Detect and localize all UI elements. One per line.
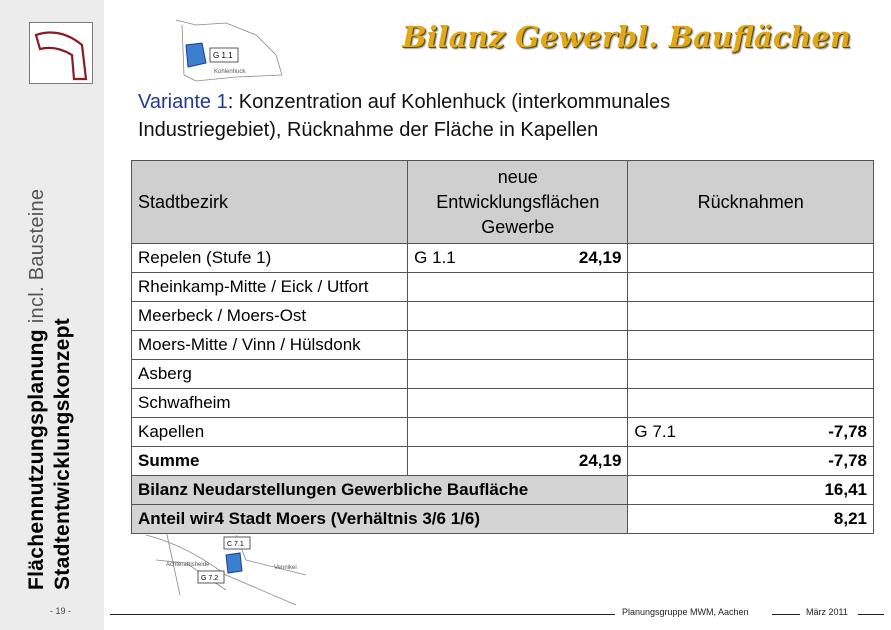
cell-neu (408, 389, 628, 418)
map-label-kohlenhuck: Kohlenhuck (214, 69, 246, 75)
summe-rueck-value: -7,78 (628, 447, 874, 476)
cell-neu (408, 244, 628, 273)
cell-neu-code: G 1.1 (414, 248, 456, 267)
table-row (132, 273, 874, 302)
cell-rueck (628, 331, 874, 360)
cell-rueck (628, 302, 874, 331)
cell-bezirk: Moers-Mitte / Vinn / Hülsdonk (132, 331, 408, 360)
header-neue-line2: Entwicklungsflächen (436, 191, 600, 212)
sidebar (0, 0, 104, 630)
cell-rueck-code: G 7.1 (634, 422, 677, 441)
cell-rueck (628, 360, 874, 389)
cell-neu (408, 302, 628, 331)
cell-neu (408, 331, 628, 360)
sidebar-title-suffix: incl. Bausteine (26, 188, 48, 330)
cell-bezirk: Meerbeck / Moers-Ost (132, 302, 408, 331)
header-neue-entwicklungsflaechen (408, 161, 628, 244)
cell-neu-value: 24,19 (578, 248, 622, 267)
summe-label: Summe (132, 447, 408, 476)
map-label-achterathsheide: Achterathsheide (166, 562, 210, 568)
map-label-g11: G 1.1 (213, 51, 233, 60)
bilanz-table (131, 160, 874, 534)
header-ruecknahmen: Rücknahmen (628, 161, 874, 244)
table-row (132, 360, 874, 389)
page-title: Bilanz Gewerbl. Bauflächen (402, 20, 851, 54)
map-label-g72: G 7.2 (201, 575, 219, 582)
sidebar-vertical-title (24, 90, 76, 590)
footer-company: Planungsgruppe MWM, Aachen (622, 607, 749, 617)
table-header-row (132, 161, 874, 244)
variant-label: Variante 1 (138, 91, 228, 113)
footer-date: März 2011 (806, 607, 848, 617)
cell-rueck (628, 273, 874, 302)
page-number: - 19 - (50, 606, 72, 616)
anteil-label: Anteil wir4 Stadt Moers (Verhältnis 3/6 1/6) (132, 505, 628, 534)
anteil-value: 8,21 (628, 505, 874, 534)
logo-icon (30, 23, 92, 83)
table-row (132, 244, 874, 273)
bilanz-row (132, 476, 874, 505)
footer-divider-right (858, 614, 884, 615)
footer-divider-left (110, 614, 615, 615)
cell-rueck (628, 418, 874, 447)
cell-neu (408, 273, 628, 302)
cell-bezirk: Asberg (132, 360, 408, 389)
header-neue-line1: neue (497, 166, 538, 187)
cell-neu (408, 360, 628, 389)
anteil-row (132, 505, 874, 534)
cell-bezirk: Schwafheim (132, 389, 408, 418)
header-stadtbezirk: Stadtbezirk (132, 161, 408, 244)
cell-neu (408, 418, 628, 447)
map-label-c71: C 7.1 (227, 541, 244, 548)
map-label-vennikel: Vennikel (274, 565, 297, 571)
sidebar-subtitle: Stadtentwicklungskonzept (51, 317, 74, 590)
table-row (132, 302, 874, 331)
table-row (132, 331, 874, 360)
cell-rueck (628, 244, 874, 273)
map-area-g11 (186, 43, 206, 67)
cell-bezirk: Repelen (Stufe 1) (132, 244, 408, 273)
table-row (132, 418, 874, 447)
variant-heading (138, 88, 858, 144)
cell-rueck (628, 389, 874, 418)
footer-divider-mid (772, 614, 800, 615)
bilanz-value: 16,41 (628, 476, 874, 505)
bilanz-label: Bilanz Neudarstellungen Gewerbliche Baufläche (132, 476, 628, 505)
logo (29, 22, 93, 84)
cell-bezirk: Rheinkamp-Mitte / Eick / Utfort (132, 273, 408, 302)
variant-description: : Konzentration auf Kohlenhuck (interkommunales (227, 91, 671, 113)
sidebar-title-main: Flächennutzungsplanung (25, 329, 48, 590)
map-area-g72 (226, 553, 242, 573)
cell-bezirk: Kapellen (132, 418, 408, 447)
summe-row (132, 447, 874, 476)
header-neue-line3: Gewerbe (481, 216, 555, 237)
variant-description-line2: Industriegebiet), Rücknahme der Fläche in Kapellen (138, 119, 599, 141)
cell-rueck-value: -7,78 (828, 422, 867, 441)
summe-neu-value: 24,19 (408, 447, 628, 476)
table-row (132, 389, 874, 418)
